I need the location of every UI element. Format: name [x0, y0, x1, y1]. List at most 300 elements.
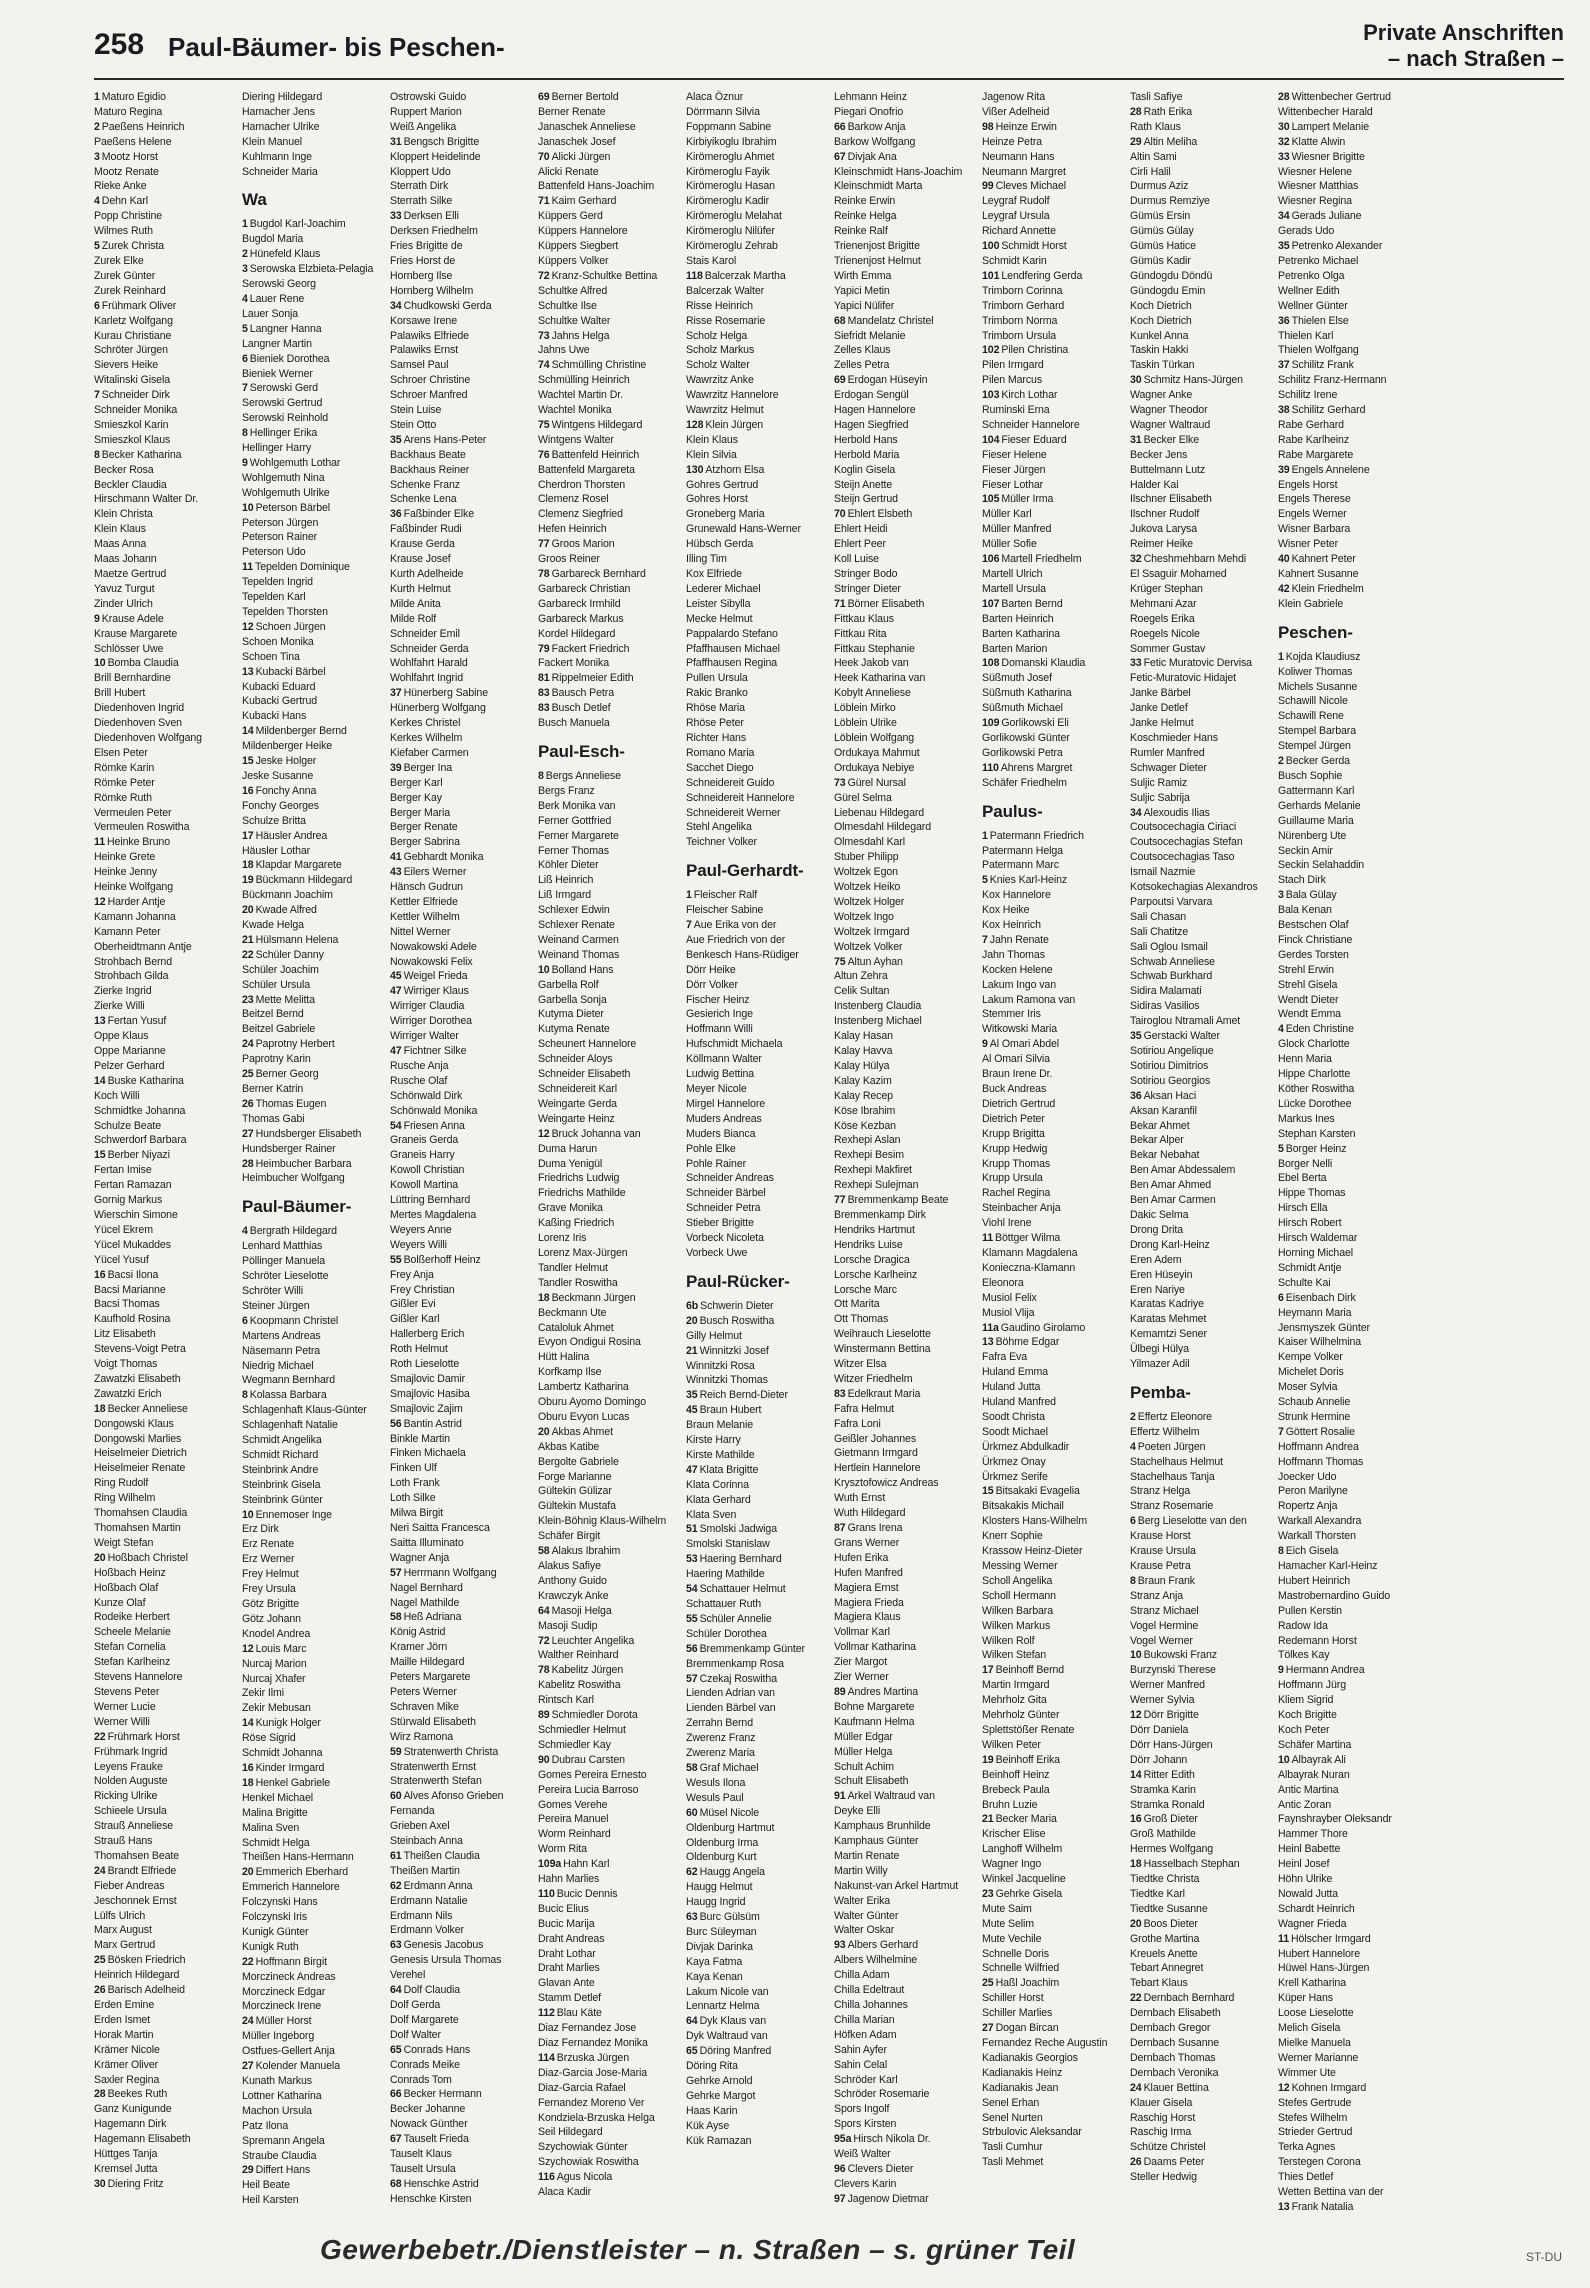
resident-name: Hütt Halina — [538, 1351, 590, 1364]
resident-name: Pilen Christina — [1001, 344, 1069, 357]
resident-name: Kemamtzi Sener — [1130, 1328, 1207, 1341]
resident-name: Worm Rita — [538, 1843, 587, 1856]
directory-entry — [94, 910, 236, 925]
directory-entry — [982, 2096, 1124, 2111]
house-number: 11 — [982, 1232, 993, 1245]
directory-entry — [834, 1938, 976, 1953]
directory-entry — [1130, 1148, 1272, 1163]
resident-name: Dogan Bircan — [995, 2022, 1059, 2035]
directory-entry — [242, 1067, 384, 1082]
house-number: 63 — [390, 1939, 402, 1952]
resident-name: Drong Drita — [1130, 1223, 1184, 1236]
resident-name: Gerads Udo — [1278, 225, 1335, 238]
directory-entry — [390, 165, 532, 180]
resident-name: Hänsch Gudrun — [390, 881, 463, 894]
resident-name: Römke Peter — [94, 776, 155, 789]
directory-entry — [242, 1672, 384, 1687]
directory-entry — [1278, 1365, 1420, 1380]
resident-name: Bremmenkamp Dirk — [834, 1208, 926, 1221]
resident-name: Emmerich Eberhard — [255, 1866, 349, 1879]
resident-name: Gümüs Kadir — [1130, 254, 1191, 267]
directory-entry — [242, 1127, 384, 1142]
resident-name: Hagen Siegfried — [834, 418, 909, 431]
directory-entry — [982, 269, 1124, 284]
resident-name: Götz Brigitte — [242, 1598, 299, 1610]
resident-name: Schneidereit Hannelore — [686, 791, 795, 804]
resident-name: Häusler Andrea — [255, 829, 328, 842]
resident-name: Schröder Karl — [834, 2073, 898, 2086]
resident-name: Rumler Manfred — [1130, 746, 1205, 759]
resident-name: Peters Werner — [390, 1685, 457, 1698]
resident-name: Erz Dirk — [242, 1523, 279, 1536]
resident-name: Mastrobernardino Guido — [1278, 1589, 1391, 1602]
directory-entry — [686, 1686, 828, 1701]
resident-name: Stein Luise — [390, 404, 442, 417]
resident-name: Gißler Evi — [390, 1298, 436, 1311]
directory-entry — [390, 2117, 532, 2132]
directory-entry — [390, 716, 532, 731]
directory-entry — [686, 373, 828, 388]
directory-entry — [94, 2043, 236, 2058]
directory-entry — [834, 1536, 976, 1551]
resident-name: Reimer Heike — [1130, 538, 1193, 551]
directory-entry — [1130, 299, 1272, 314]
directory-entry — [982, 478, 1124, 493]
resident-name: Bacsi Ilona — [107, 1268, 159, 1281]
directory-entry — [1130, 120, 1272, 135]
resident-name: Serowski Gertrud — [242, 397, 323, 410]
directory-entry — [390, 1760, 532, 1775]
resident-name: Gürel Selma — [834, 791, 892, 804]
directory-entry — [834, 612, 976, 627]
directory-entry — [834, 1342, 976, 1357]
directory-entry — [390, 2013, 532, 2028]
directory-entry — [982, 1231, 1124, 1246]
directory-entry — [1130, 1783, 1272, 1798]
resident-name: Krause Gerda — [390, 538, 455, 551]
directory-entry — [538, 1708, 680, 1723]
resident-name: Peterson Bärbel — [255, 501, 331, 514]
directory-entry — [242, 1910, 384, 1925]
resident-name: Barisch Adelheid — [107, 1984, 185, 1997]
directory-entry — [686, 1478, 828, 1493]
resident-name: Stringer Bodo — [834, 568, 898, 580]
directory-entry — [538, 1291, 680, 1306]
resident-name: Friedrichs Ludwig — [538, 1172, 620, 1185]
directory-entry — [390, 1670, 532, 1685]
resident-name: Klein Silvia — [686, 448, 737, 461]
directory-entry — [390, 105, 532, 120]
resident-name: Braun Irene Dr. — [982, 1068, 1053, 1081]
resident-name: Schiller Horst — [982, 1992, 1044, 2005]
resident-name: Wagner Anja — [390, 1551, 450, 1564]
directory-entry — [1278, 120, 1420, 135]
resident-name: Ostrowski Guido — [390, 91, 467, 103]
resident-name: Stranz Michael — [1130, 1604, 1199, 1617]
directory-entry — [1130, 1059, 1272, 1074]
resident-name: Krassow Heinz-Dieter — [982, 1545, 1083, 1558]
directory-entry — [1278, 1171, 1420, 1186]
resident-name: Schmülling Christine — [551, 359, 647, 372]
directory-entry — [538, 993, 680, 1008]
resident-name: Henkel Gabriele — [255, 1776, 331, 1789]
resident-name: Groneberg Maria — [686, 508, 765, 521]
resident-name: Fieser Jürgen — [982, 463, 1046, 476]
directory-entry — [94, 1059, 236, 1074]
footer-note: Gewerbebetr./Dienstleister – n. Straßen – s. grüner Teil — [320, 2234, 1076, 2265]
directory-entry — [538, 1589, 680, 1604]
resident-name: Sali Chasan — [1130, 910, 1187, 923]
resident-name: Tasli Mehmet — [982, 2156, 1044, 2169]
directory-entry — [94, 999, 236, 1014]
resident-name: Wellner Edith — [1278, 284, 1340, 297]
directory-entry — [686, 388, 828, 403]
directory-entry — [538, 1991, 680, 2006]
resident-name: Kaiser Wilhelmina — [1278, 1336, 1362, 1349]
house-number: 16 — [242, 784, 254, 797]
resident-name: Karatas Mehmet — [1130, 1313, 1207, 1326]
directory-entry — [686, 299, 828, 314]
directory-entry — [538, 1157, 680, 1172]
resident-name: Szychowiak Roswitha — [538, 2156, 639, 2169]
directory-entry — [1130, 1768, 1272, 1783]
resident-name: Gietmann Irmgard — [834, 1447, 918, 1460]
resident-name: Fertan Yusuf — [107, 1015, 167, 1028]
house-number: 35 — [1130, 1030, 1142, 1043]
resident-name: Schneider Petra — [686, 1202, 761, 1215]
directory-entry — [1278, 1932, 1420, 1947]
house-number: 6 — [242, 1314, 248, 1327]
directory-entry — [94, 1953, 236, 1968]
directory-entry — [1130, 1872, 1272, 1887]
resident-name: Kojda Klaudiusz — [1285, 650, 1361, 663]
directory-entry — [982, 1738, 1124, 1753]
directory-entry — [538, 492, 680, 507]
resident-name: Maetze Gertrud — [94, 568, 167, 580]
directory-entry — [242, 1597, 384, 1612]
resident-name: Magiera Klaus — [834, 1611, 901, 1624]
resident-name: Michels Susanne — [1278, 680, 1358, 693]
directory-entry — [538, 194, 680, 209]
resident-name: Küppers Siegbert — [538, 240, 619, 253]
directory-entry — [1130, 269, 1272, 284]
directory-entry — [94, 567, 236, 582]
house-number: 66 — [834, 120, 846, 133]
directory-entry — [94, 1327, 236, 1342]
directory-entry — [242, 150, 384, 165]
house-number: 1 — [686, 889, 692, 902]
directory-entry — [982, 1768, 1124, 1783]
resident-name: Sidiras Vasilios — [1130, 1000, 1200, 1013]
resident-name: Wellner Günter — [1278, 299, 1348, 312]
directory-entry — [1278, 314, 1420, 329]
directory-entry — [1130, 2051, 1272, 2066]
directory-entry — [390, 1819, 532, 1834]
resident-name: Müller Irma — [1001, 493, 1054, 506]
resident-name: Piegari Onofrio — [834, 105, 904, 118]
resident-name: Raschig Horst — [1130, 2111, 1196, 2124]
directory-entry — [242, 799, 384, 814]
house-number: 102 — [982, 344, 1000, 357]
house-number: 27 — [242, 2060, 254, 2073]
directory-entry — [94, 418, 236, 433]
house-number: 20 — [94, 1551, 106, 1564]
resident-name: Hünerberg Wolfgang — [390, 702, 486, 715]
directory-entry — [94, 642, 236, 657]
resident-name: Ring Rudolf — [94, 1477, 149, 1490]
resident-name: Dongowski Klaus — [94, 1417, 174, 1430]
resident-name: Witzer Friedhelm — [834, 1372, 913, 1385]
directory-entry — [538, 1425, 680, 1440]
directory-entry — [1130, 1798, 1272, 1813]
resident-name: Kaufmann Helma — [834, 1715, 915, 1728]
directory-entry — [834, 1968, 976, 1983]
directory-entry — [242, 1761, 384, 1776]
resident-name: Rakic Branko — [686, 687, 748, 700]
resident-name: Berner Katrin — [242, 1083, 304, 1095]
resident-name: Kreuels Anette — [1130, 1947, 1198, 1960]
house-number: 5 — [982, 874, 988, 887]
directory-entry — [242, 516, 384, 531]
resident-name: Glavan Ante — [538, 1977, 595, 1990]
directory-entry — [390, 418, 532, 433]
resident-name: Kubacki Gertrud — [242, 695, 318, 708]
directory-entry — [242, 426, 384, 441]
resident-name: Werner Lucie — [94, 1700, 156, 1713]
resident-name: Yapici Metin — [834, 284, 890, 297]
resident-name: Haugg Ingrid — [686, 1896, 746, 1909]
resident-name: Antic Martina — [1278, 1783, 1339, 1796]
directory-entry — [834, 1283, 976, 1298]
directory-entry — [834, 806, 976, 821]
resident-name: Witalinski Gisela — [94, 374, 171, 387]
resident-name: Kadianakis Jean — [982, 2081, 1059, 2094]
resident-name: Weinand Carmen — [538, 933, 619, 946]
directory-entry — [982, 1365, 1124, 1380]
resident-name: Sotiriou Angelique — [1130, 1045, 1214, 1057]
directory-entry — [538, 671, 680, 686]
resident-name: Arens Hans-Peter — [403, 433, 487, 446]
resident-name: Fieser Eduard — [1001, 433, 1067, 446]
resident-name: Kremsel Jutta — [94, 2162, 158, 2175]
resident-name: Wagner Ingo — [982, 1858, 1042, 1871]
directory-entry — [94, 895, 236, 910]
directory-entry — [1130, 567, 1272, 582]
directory-entry — [242, 232, 384, 247]
resident-name: Brill Hubert — [94, 687, 146, 700]
directory-entry — [1278, 1887, 1420, 1902]
resident-name: Ferner Gottfried — [538, 814, 612, 827]
resident-name: Vorbeck Uwe — [686, 1246, 748, 1259]
directory-entry — [1278, 1678, 1420, 1693]
resident-name: Rintsch Karl — [538, 1694, 594, 1707]
resident-name: Eilers Werner — [403, 866, 467, 879]
resident-name: Erdmann Nils — [390, 1909, 453, 1922]
resident-name: Schenke Franz — [390, 478, 460, 491]
resident-name: Chilla Johannes — [834, 1999, 908, 2011]
resident-name: Berger Karl — [390, 776, 443, 789]
directory-entry — [94, 388, 236, 403]
directory-entry — [834, 1909, 976, 1924]
directory-entry — [1278, 1723, 1420, 1738]
resident-name: Klosters Hans-Wilhelm — [982, 1515, 1088, 1528]
directory-entry — [1278, 478, 1420, 493]
directory-entry — [390, 1774, 532, 1789]
directory-entry — [686, 329, 828, 344]
resident-name: Rath Klaus — [1130, 120, 1181, 133]
directory-entry — [982, 1022, 1124, 1037]
resident-name: Backhaus Reiner — [390, 463, 470, 476]
directory-entry — [94, 1223, 236, 1238]
directory-entry — [1278, 90, 1420, 105]
directory-entry — [982, 1380, 1124, 1395]
directory-entry — [390, 1894, 532, 1909]
resident-name: Bieniek Dorothea — [249, 352, 330, 365]
resident-name: Dehn Karl — [101, 195, 149, 208]
resident-name: Klein Gabriele — [1278, 597, 1344, 610]
resident-name: Hertlein Hannelore — [834, 1462, 921, 1475]
resident-name: Knies Karl-Heinz — [989, 874, 1068, 887]
directory-entry — [390, 1387, 532, 1402]
resident-name: Bala Kenan — [1278, 904, 1332, 917]
resident-name: Yücel Ekrem — [94, 1223, 153, 1236]
house-number: 55 — [390, 1253, 402, 1266]
resident-name: Milde Rolf — [390, 612, 437, 625]
resident-name: Taskin Türkan — [1130, 359, 1195, 372]
resident-name: Gattermann Karl — [1278, 784, 1355, 797]
directory-entry — [242, 1701, 384, 1716]
house-number: 20 — [242, 904, 254, 917]
resident-name: Mandelatz Christel — [847, 314, 934, 327]
resident-name: Malina Sven — [242, 1821, 300, 1834]
directory-entry — [242, 575, 384, 590]
directory-entry — [834, 1357, 976, 1372]
directory-entry — [390, 701, 532, 716]
house-number: 7 — [686, 919, 692, 932]
resident-name: Gomes Pereira Ernesto — [538, 1768, 647, 1781]
house-number: 106 — [982, 553, 1000, 566]
directory-entry — [686, 1231, 828, 1246]
resident-name: Huland Emma — [982, 1366, 1049, 1379]
resident-name: Beitzel Gabriele — [242, 1023, 316, 1036]
resident-name: Heil Karsten — [242, 2194, 299, 2207]
resident-name: Höhn Ulrike — [1278, 1873, 1333, 1886]
directory-entry — [538, 373, 680, 388]
directory-entry — [1130, 1589, 1272, 1604]
directory-entry — [242, 2193, 384, 2208]
resident-name: Gebhardt Monika — [403, 851, 484, 864]
directory-entry — [94, 1119, 236, 1134]
resident-name: Schütze Christel — [1130, 2141, 1206, 2154]
resident-name: Peterson Jürgen — [242, 516, 319, 529]
directory-column — [390, 90, 538, 2215]
directory-entry — [982, 120, 1124, 135]
resident-name: Chudkowski Gerda — [403, 299, 492, 312]
resident-name: Schieele Ursula — [94, 1805, 167, 1818]
directory-entry — [982, 1574, 1124, 1589]
directory-entry — [1130, 418, 1272, 433]
resident-name: Forge Marianne — [538, 1470, 612, 1483]
resident-name: Garbareck Bernhard — [551, 568, 646, 580]
directory-entry — [390, 150, 532, 165]
house-number: 58 — [686, 1761, 698, 1774]
resident-name: Verehel — [390, 1969, 426, 1982]
house-number: 11 — [1278, 1932, 1289, 1945]
resident-name: Leister Sibylla — [686, 597, 751, 610]
directory-entry — [390, 239, 532, 254]
resident-name: Walter Günter — [834, 1909, 899, 1922]
resident-name: Kettler Wilhelm — [390, 910, 460, 923]
house-number: 23 — [242, 993, 254, 1006]
resident-name: Hubert Hannelore — [1278, 1947, 1361, 1960]
directory-entry — [390, 1104, 532, 1119]
resident-name: Kabelitz Roswitha — [538, 1679, 621, 1692]
resident-name: Reinke Ralf — [834, 225, 888, 238]
resident-name: Horning Michael — [1278, 1246, 1354, 1259]
resident-name: Hirsch Robert — [1278, 1217, 1342, 1230]
resident-name: Leuchter Angelika — [551, 1634, 635, 1647]
resident-name: Zier Werner — [834, 1671, 889, 1684]
resident-name: Derksen Elli — [403, 210, 459, 223]
directory-entry — [242, 1746, 384, 1761]
resident-name: Ritter Edith — [1143, 1768, 1195, 1781]
directory-entry — [390, 343, 532, 358]
directory-entry — [1130, 1604, 1272, 1619]
directory-entry — [538, 1768, 680, 1783]
resident-name: Nolden Auguste — [94, 1775, 168, 1788]
resident-name: Kliem Sigrid — [1278, 1694, 1334, 1707]
house-number: 47 — [390, 985, 402, 998]
directory-entry — [686, 1463, 828, 1478]
resident-name: Wawrzitz Helmut — [686, 404, 764, 417]
directory-entry — [94, 761, 236, 776]
directory-entry — [538, 2036, 680, 2051]
resident-name: Schlösser Uwe — [94, 642, 164, 655]
directory-entry — [94, 343, 236, 358]
directory-entry — [242, 1657, 384, 1672]
directory-entry — [1278, 1157, 1420, 1172]
directory-entry — [1278, 1246, 1420, 1261]
directory-entry — [538, 463, 680, 478]
directory-entry — [1130, 612, 1272, 627]
directory-entry — [242, 1836, 384, 1851]
directory-entry — [982, 1321, 1124, 1336]
resident-name: Zier Margot — [834, 1656, 888, 1669]
directory-entry — [94, 1864, 236, 1879]
directory-entry — [242, 1508, 384, 1523]
resident-name: Hoffmann Jürg — [1278, 1679, 1346, 1692]
resident-name: Höfken Adam — [834, 2028, 897, 2041]
directory-entry — [94, 1208, 236, 1223]
directory-entry — [538, 329, 680, 344]
directory-entry — [538, 1753, 680, 1768]
resident-name: Schwab Anneliese — [1130, 955, 1215, 968]
resident-name: Oppe Klaus — [94, 1030, 149, 1043]
resident-name: Berner Renate — [538, 105, 606, 118]
directory-entry — [686, 254, 828, 269]
directory-entry — [538, 1022, 680, 1037]
resident-name: Werner Sylvia — [1130, 1694, 1195, 1707]
house-number: 83 — [538, 687, 550, 700]
resident-name: Scholz Markus — [686, 344, 755, 357]
resident-name: Bucic Dennis — [556, 1887, 618, 1900]
resident-name: Kox Heike — [982, 904, 1030, 917]
directory-entry — [686, 701, 828, 716]
resident-name: Haas Karin — [686, 2104, 738, 2117]
resident-name: Rath Erika — [1143, 105, 1193, 118]
directory-entry — [242, 1537, 384, 1552]
resident-name: Bekar Alper — [1130, 1134, 1184, 1147]
